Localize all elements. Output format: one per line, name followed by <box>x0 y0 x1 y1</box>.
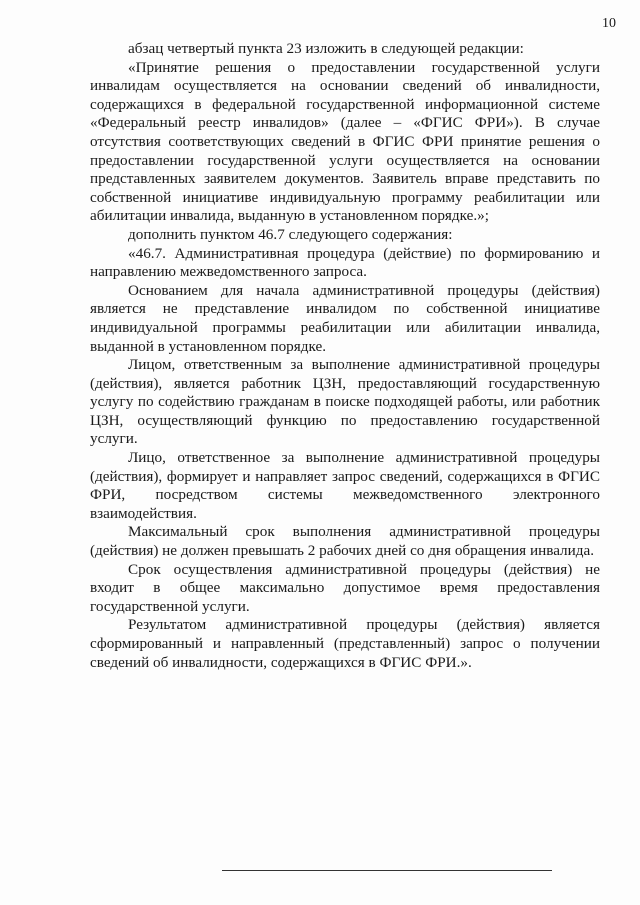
paragraph-procedure-result: Результатом административной процедуры (действия) является сформированный и направленный (представленный) запрос о получении сведений об инвалидности, содержащихся в ФГИС ФРИ.». <box>90 616 600 671</box>
paragraph-add-item-intro: дополнить пунктом 46.7 следующего содержания: <box>128 225 453 243</box>
page-number: 10 <box>602 16 616 31</box>
document-body <box>90 40 600 672</box>
paragraph-procedure-basis: Основанием для начала административной процедуры (действия) является не представление инвалидом по собственной инициативе индивидуальной программы реабилитации или абилитации инвалида, выданной в установленном порядке. <box>90 281 600 355</box>
paragraph-max-duration: Максимальный срок выполнения административной процедуры (действия) не должен превышать 2 рабочих дней со дня обращения инвалида. <box>90 523 600 560</box>
paragraph-request-sending: Лицо, ответственное за выполнение административной процедуры (действия), формирует и направляет запрос сведений, содержащихся в ФГИС ФРИ, посредством системы межведомственного электронного взаимодействия. <box>90 449 600 522</box>
paragraph-item-46-7-title: «46.7. Административная процедура (действие) по формированию и направлению межведомственного запроса. <box>90 244 600 281</box>
paragraph-duration-excluded: Срок осуществления административной процедуры (действия) не входит в общее максимально допустимое время предоставления государственной услуги. <box>90 560 600 615</box>
paragraph-amendment-intro: абзац четвертый пункта 23 изложить в следующей редакции: <box>128 40 524 57</box>
bottom-divider <box>222 870 552 871</box>
paragraph-responsible-person: Лицом, ответственным за выполнение административной процедуры (действия), является работник ЦЗН, предоставляющий государственную услугу по содействию гражданам в поиске подходящей работы, или работник ЦЗН, осуществляющий функцию по предоставлению государственной услуги. <box>90 356 600 448</box>
paragraph-decision-basis: «Принятие решения о предоставлении государственной услуги инвалидам осуществляется на основании сведений об инвалидности, содержащихся в федеральной государственной информационной системе «Федеральный реестр инвалидов» (далее – «ФГИС ФРИ»). В случае отсутствия соответствующих сведений в ФГИС ФРИ принятие решения о предоставлении государственной услуги осуществляется на основании представленных заявителем документов. Заявитель вправе представить по собственной инициативе индивидуальную программу реабилитации или абилитации инвалида, выданную в установленном порядке.»; <box>90 58 600 225</box>
